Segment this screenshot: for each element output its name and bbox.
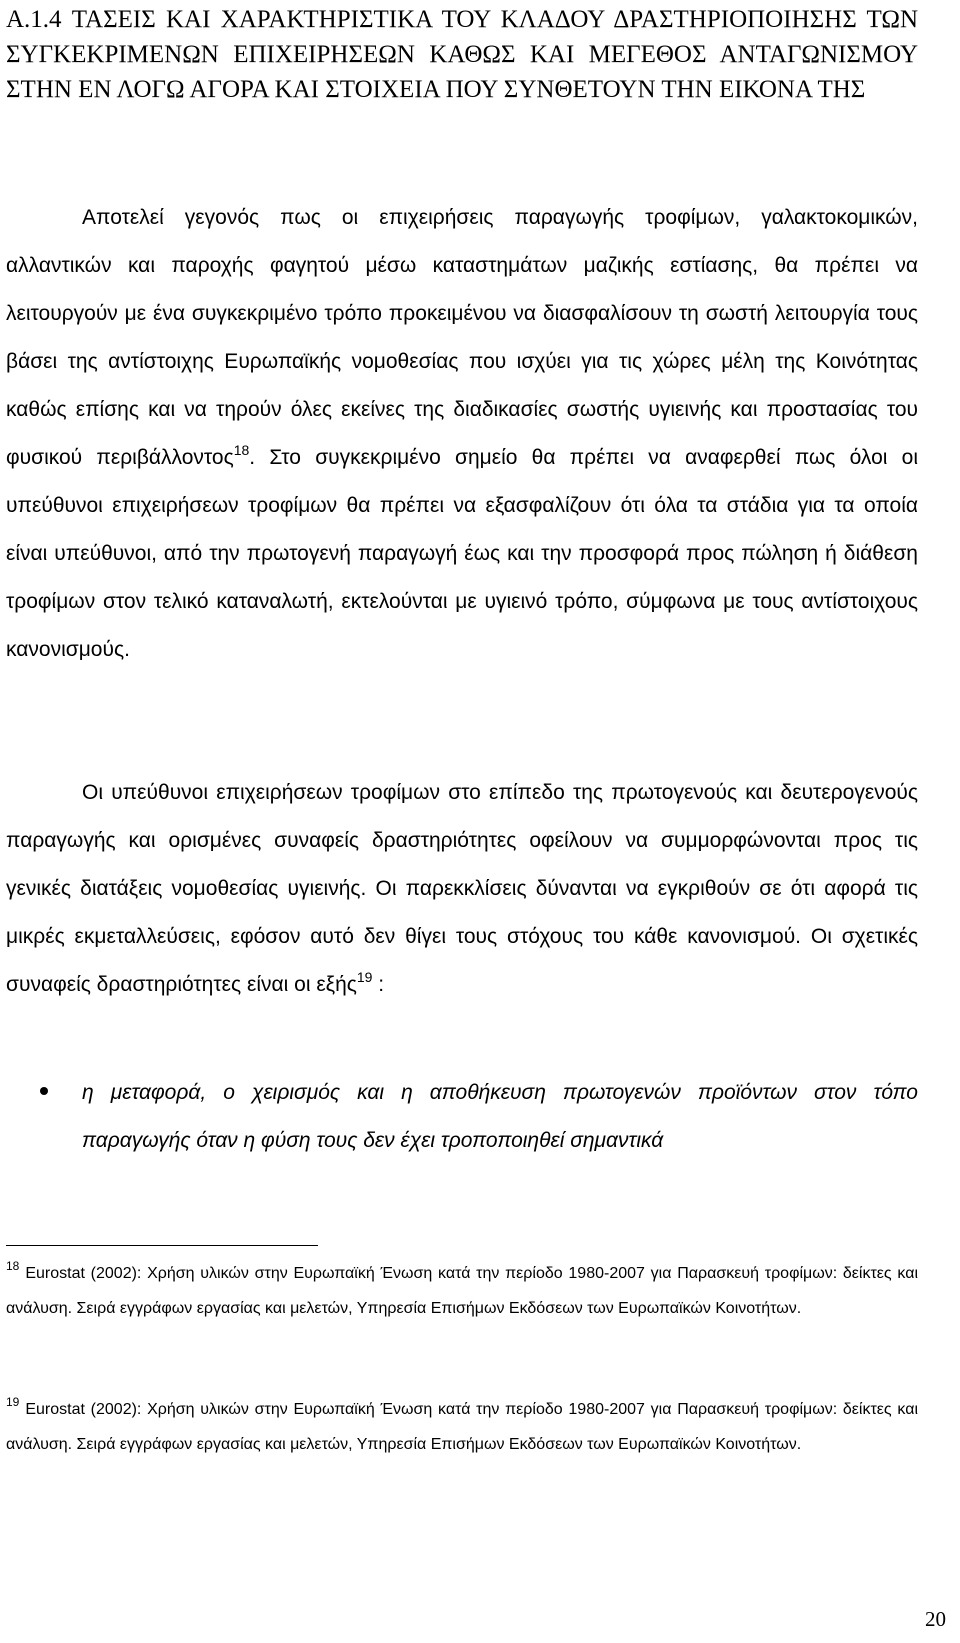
footnote-separator [6, 1245, 318, 1246]
page-number: 20 [925, 1607, 946, 1631]
bullet-item [6, 1069, 918, 1165]
footnote-19 [6, 1392, 918, 1462]
footnote-18 [6, 1256, 918, 1326]
paragraph-1-text-end: . Στο συγκεκριμένο σημείο θα πρέπει να αναφερθεί πως όλοι οι υπεύθυνοι επιχειρήσεων τροφίμων θα πρέπει να εξασφαλίζουν ότι όλα τα στάδια για τα οποία είναι υπεύθυνοι, από την πρωτογενή παραγωγή έως και την προσφορά προς πώληση ή διάθεση τροφίμων στον τελικό καταναλωτή, εκτελούνται με υγιεινό τρόπο, σύμφωνα με τους αντίστοιχους κανονισμούς. [6, 446, 918, 661]
footnote-number: 19 [6, 1395, 20, 1409]
bullet-item-text: η μεταφορά, ο χειρισμός και η αποθήκευση πρωτογενών προϊόντων στον τόπο παραγωγής όταν η φύση τους δεν έχει τροποποιηθεί σημαντικά [82, 1081, 918, 1152]
bullet-dot-icon [40, 1087, 48, 1095]
section-heading: A.1.4 ΤΑΣΕΙΣ ΚΑΙ ΧΑΡΑΚΤΗΡΙΣΤΙΚΑ ΤΟΥ ΚΛΑΔΟΥ ΔΡΑΣΤΗΡΙΟΠΟΙΗΣΗΣ ΤΩΝ ΣΥΓΚΕΚΡΙΜΕΝΩΝ ΕΠΙΧΕΙΡΗΣΕΩΝ ΚΑΘΩΣ ΚΑΙ ΜΕΓΕΘΟΣ ΑΝΤΑΓΩΝΙΣΜΟΥ ΣΤΗΝ ΕΝ ΛΟΓΩ ΑΓΟΡΑ ΚΑΙ ΣΤΟΙΧΕΙΑ ΠΟΥ ΣΥΝΘΕΤΟΥΝ ΤΗΝ ΕΙΚΟΝΑ ΤΗΣ [6, 6, 918, 103]
activities-bullet-list [6, 1069, 918, 1165]
footnote-text: Eurostat (2002): Χρήση υλικών στην Ευρωπαϊκή Ένωση κατά την περίοδο 1980-2007 για Παρασκευή τροφίμων: δείκτες και ανάλυση. Σειρά εγγράφων εργασίας και μελετών, Υπηρεσία Επισήμων Εκδόσεων των Ευρωπαϊκών Κοινοτήτων. [6, 1265, 918, 1317]
footnote-ref-18[interactable]: 18 [233, 442, 250, 458]
paragraph-2-text-end: : [372, 973, 385, 996]
footnote-text: Eurostat (2002): Χρήση υλικών στην Ευρωπαϊκή Ένωση κατά την περίοδο 1980-2007 για Παρασκευή τροφίμων: δείκτες και ανάλυση. Σειρά εγγράφων εργασίας και μελετών, Υπηρεσία Επισήμων Εκδόσεων των Ευρωπαϊκών Κοινοτήτων. [6, 1401, 918, 1453]
paragraph-1-text-start: Αποτελεί γεγονός πως οι επιχειρήσεις παραγωγής τροφίμων, γαλακτοκομικών, αλλαντικών και παροχής φαγητού μέσω καταστημάτων μαζικής εστίασης, θα πρέπει να λειτουργούν με ένα συγκεκριμένο τρόπο προκειμένου να διασφαλίσουν τη σωστή λειτουργία τους βάσει της αντίστοιχης Ευρωπαϊκής νομοθεσίας που ισχύει για τις χώρες μέλη της Κοινότητας καθώς επίσης και να τηρούν όλες εκείνες της διαδικασίες σωστής υγιεινής και προστασίας του φυσικού περιβάλλοντος [6, 206, 918, 469]
footnote-ref-19[interactable]: 19 [356, 969, 373, 985]
body-paragraph-2 [6, 769, 918, 1009]
footnote-number: 18 [6, 1259, 20, 1273]
paragraph-2-text-start: Οι υπεύθυνοι επιχειρήσεων τροφίμων στο επίπεδο της πρωτογενούς και δευτερογενούς παραγωγής και ορισμένες συναφείς δραστηριότητες οφείλουν να συμμορφώνονται προς τις γενικές διατάξεις νομοθεσίας υγιεινής. Οι παρεκκλίσεις δύνανται να εγκριθούν σε ότι αφορά τις μικρές εκμεταλλεύσεις, εφόσον αυτό δεν θίγει τους στόχους του κάθε κανονισμού. Οι σχετικές συναφείς δραστηριότητες είναι οι εξής [6, 781, 918, 996]
body-paragraph-1 [6, 194, 918, 674]
